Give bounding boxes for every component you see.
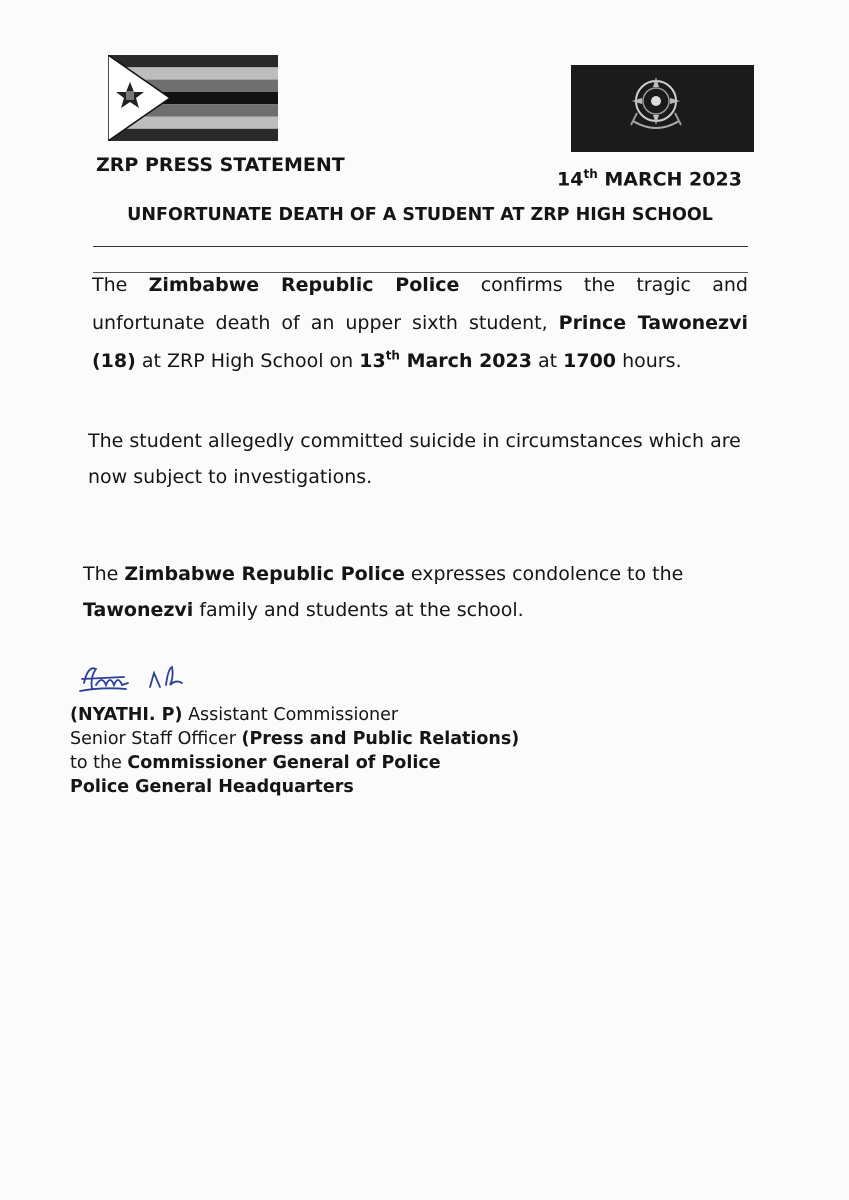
signature-block [70, 703, 519, 799]
headline: UNFORTUNATE DEATH OF A STUDENT AT ZRP HIGH SCHOOL [127, 205, 713, 225]
addressee-line [70, 751, 519, 775]
incident-day: 13 [359, 350, 386, 372]
bold-text: Zimbabwe Republic Police [148, 274, 460, 296]
zrp-emblem-logo [571, 65, 754, 152]
paragraph-confirmation [92, 266, 748, 380]
paragraph-condolence [83, 556, 743, 628]
addressee-prefix: to the [70, 753, 128, 773]
date-suffix: th [583, 167, 598, 181]
role-department: (Press and Public Relations) [241, 729, 520, 749]
text: The [83, 563, 125, 585]
family-name: Tawonezvi [83, 599, 194, 621]
text: The [92, 274, 149, 296]
incident-month-year: March 2023 [399, 350, 532, 372]
signatory-rank: Assistant Commissioner [182, 705, 399, 725]
text: family and students at the school. [193, 599, 524, 621]
bold-text: Zimbabwe Republic Police [124, 563, 405, 585]
student-name: Prince Tawonezvi (18) [92, 312, 749, 372]
date-day: 14 [557, 168, 584, 191]
text: at ZRP High School on [135, 350, 360, 372]
text: at [531, 350, 564, 372]
signatory-name: (NYATHI. P) [70, 705, 183, 725]
incident-time: 1700 [563, 350, 617, 372]
headquarters: Police General Headquarters [70, 777, 354, 797]
addressee: Commissioner General of Police [127, 753, 441, 773]
role-line [70, 727, 519, 751]
signatory-line [70, 703, 519, 727]
incident-day-suffix: th [385, 348, 400, 363]
role-text: Senior Staff Officer [70, 729, 242, 749]
date-month-year: MARCH 2023 [597, 168, 742, 191]
headquarters-line [70, 775, 519, 799]
text: expresses condolence to the [404, 563, 684, 585]
text: hours. [616, 350, 682, 372]
zimbabwe-flag-logo [108, 55, 278, 141]
paragraph-circumstances: The student allegedly committed suicide in circumstances which are now subject to investigations. [88, 430, 741, 488]
handwritten-signature [72, 655, 212, 699]
statement-title: ZRP PRESS STATEMENT [96, 154, 345, 176]
text: confirms the tragic and unfortunate death of an upper sixth student, [92, 274, 748, 334]
incident-date [359, 350, 532, 372]
divider [93, 246, 748, 247]
statement-date [557, 167, 742, 190]
